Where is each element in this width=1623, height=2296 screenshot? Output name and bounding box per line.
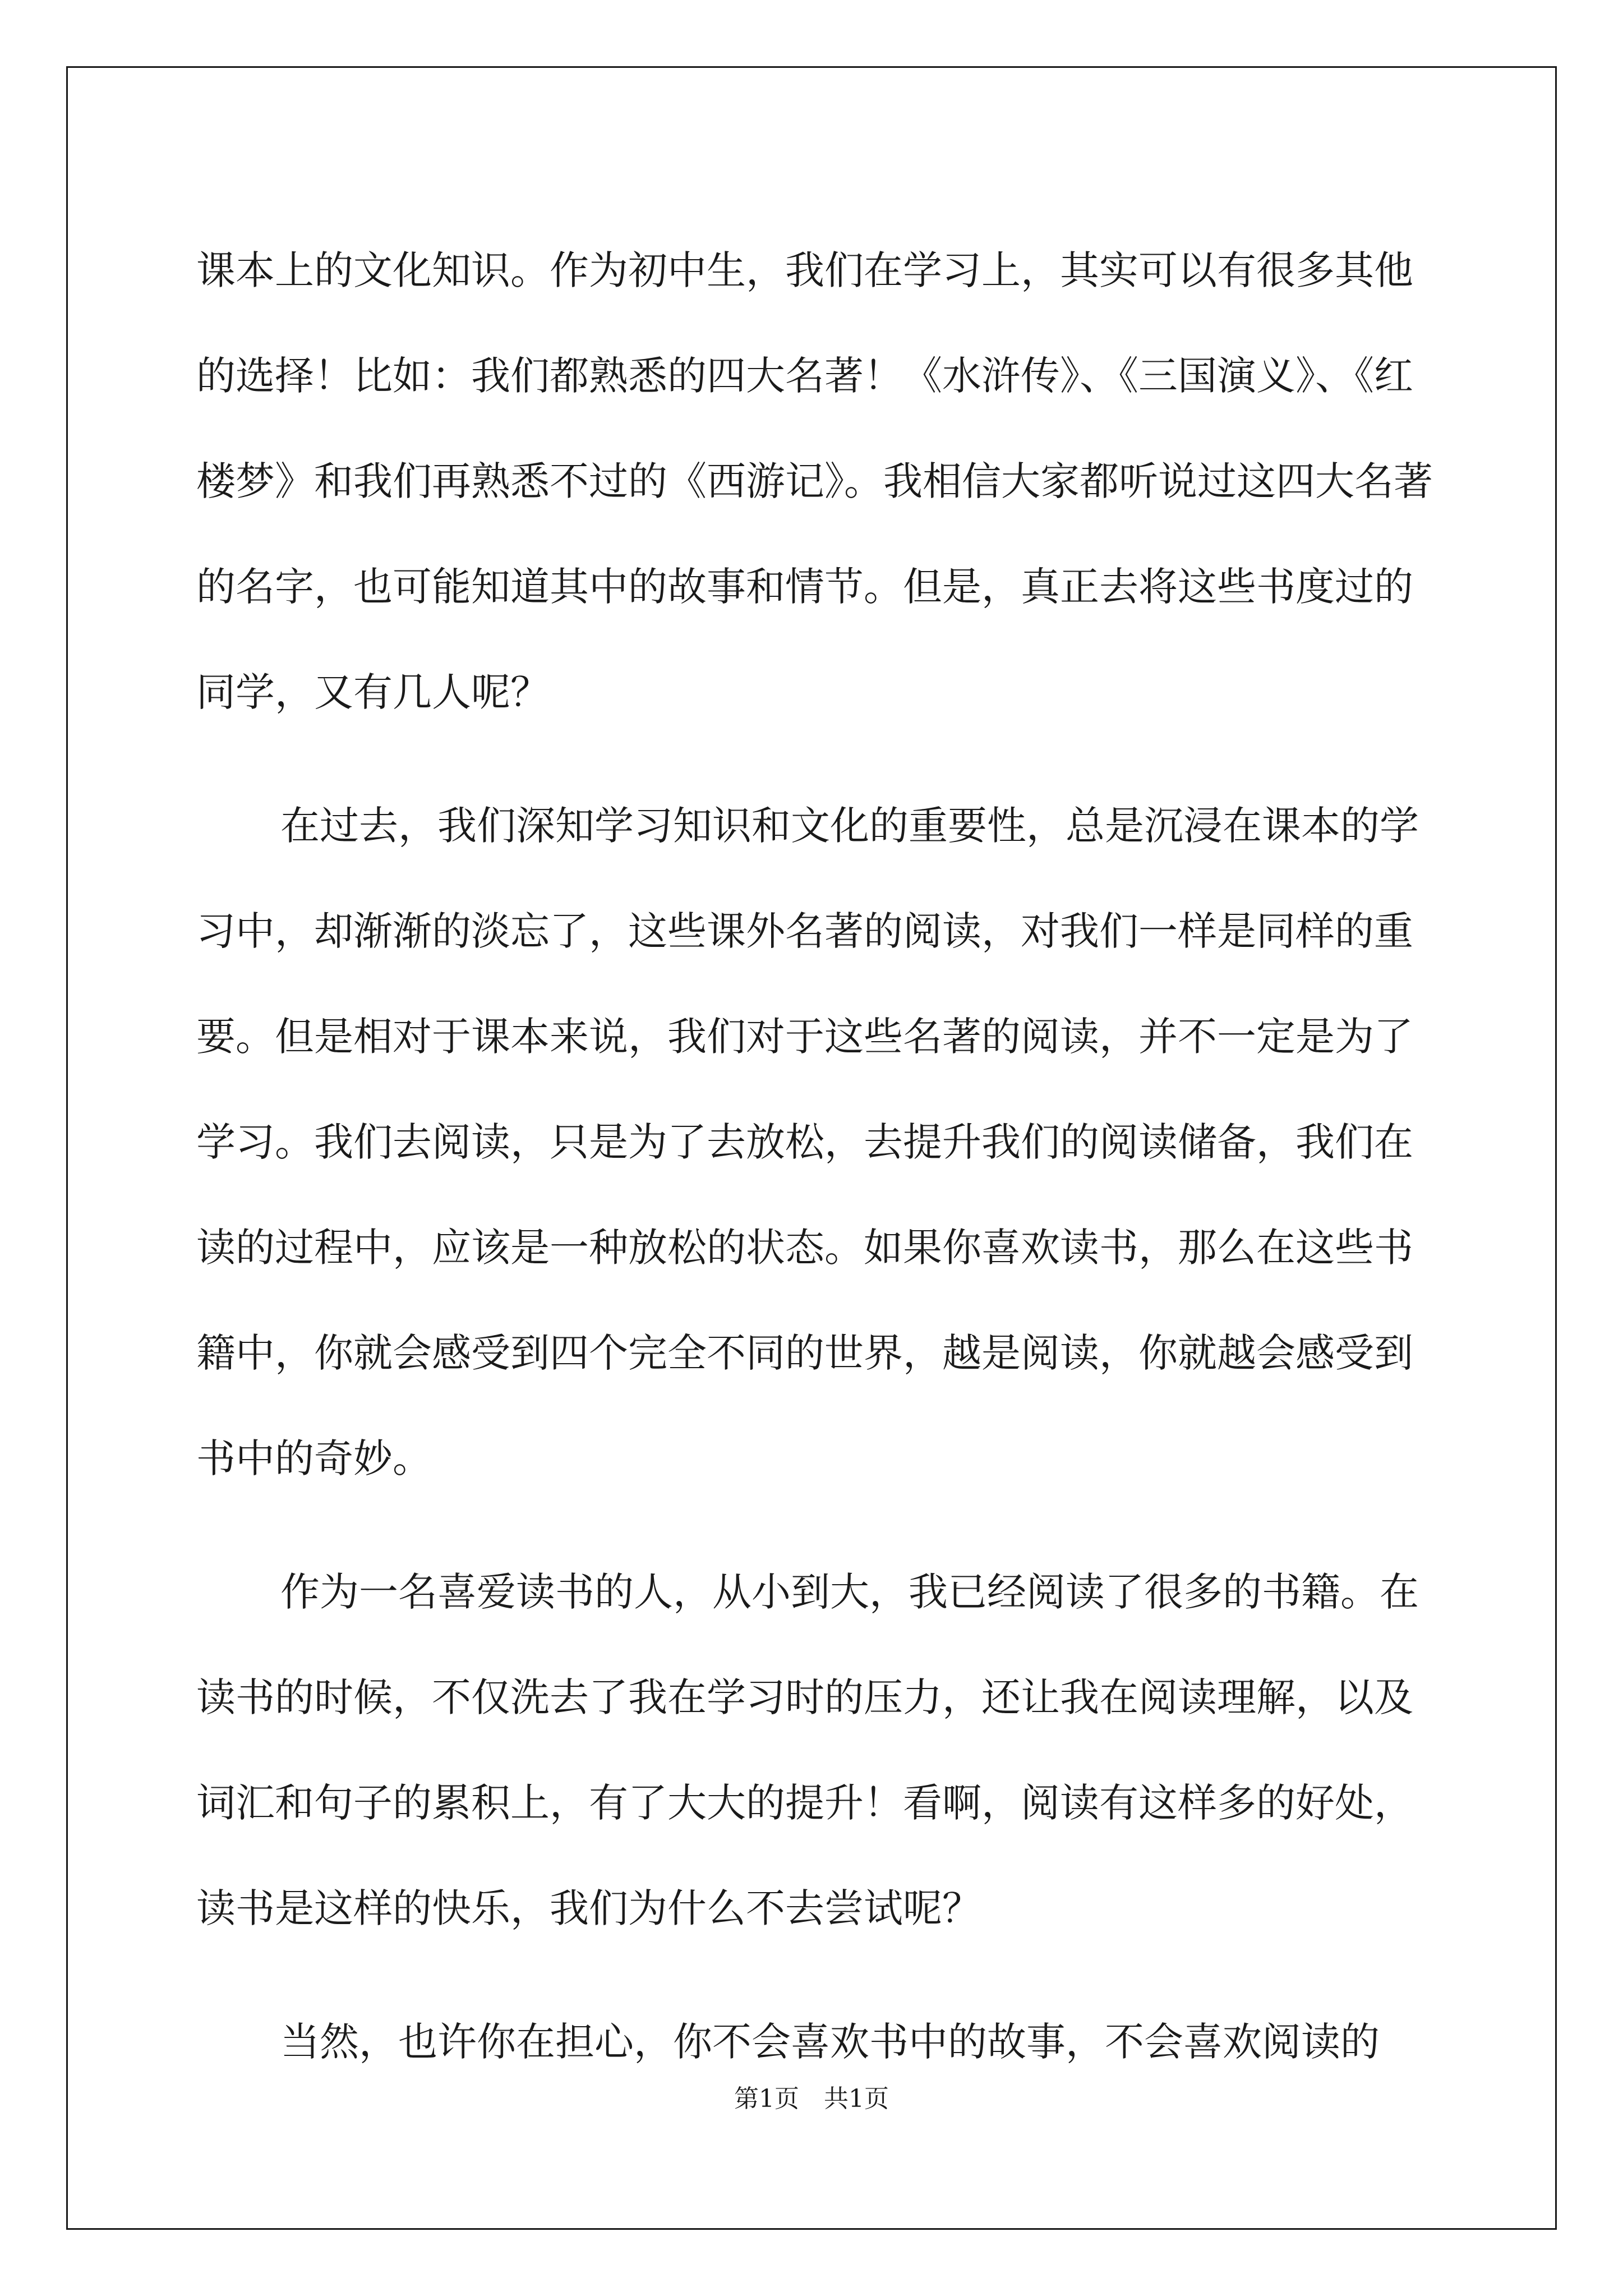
paragraph-3: 作为一名喜爱读书的人，从小到大，我已经阅读了很多的书籍。在读书的时候，不仅洗去了我在学习时的压力，还让我在阅读理解，以及词汇和句子的累积上，有了大大的提升！看啊，阅读有这样多的好处，读书是这样的快乐，我们为什么不去尝试呢？ [196,1569,1419,1931]
paragraph-1: 课本上的文化知识。作为初中生，我们在学习上，其实可以有很多其他的选择！比如：我们都熟悉的四大名著！《水浒传》、《三国演义》、《红楼梦》和我们再熟悉不过的《西游记》。我相信大家都听说过这四大名著的名字，也可能知道其中的故事和情节。但是，真正去将这些书度过的同学，又有几人呢？ [196,247,1433,715]
paragraph-2: 在过去，我们深知学习知识和文化的重要性，总是沉浸在课本的学习中，却渐渐的淡忘了，这些课外名著的阅读，对我们一样是同样的重要。但是相对于课本来说，我们对于这些名著的阅读，并不一定是为了学习。我们去阅读，只是为了去放松，去提升我们的阅读储备，我们在读的过程中，应该是一种放松的状态。如果你喜欢读书，那么在这些书籍中，你就会感受到四个完全不同的世界，越是阅读，你就越会感受到书中的奇妙。 [196,803,1419,1481]
document-body [196,218,1436,2123]
page-number-footer: 第1页 共1页 [734,2085,889,2113]
paragraph-4: 当然，也许你在担心，你不会喜欢书中的故事，不会喜欢阅读的 [280,2019,1380,2065]
